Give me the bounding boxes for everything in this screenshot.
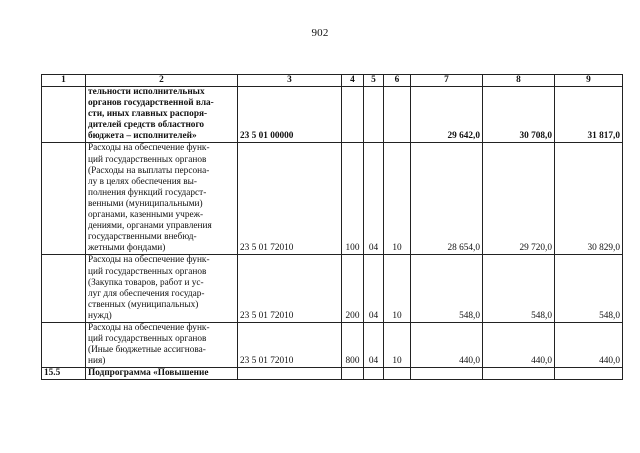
subsection-cell [384, 368, 411, 380]
row-description-cell [86, 143, 238, 255]
amount-col9-cell [555, 368, 623, 380]
row-number-cell: 15.5 [42, 368, 86, 380]
table-row [42, 143, 623, 255]
amount-col9-cell: 548,0 [555, 255, 623, 323]
table-row [42, 322, 623, 367]
amount-col8-cell: 30 708,0 [483, 87, 555, 143]
section-cell: 04 [364, 143, 384, 255]
subsection-cell: 10 [384, 322, 411, 367]
amount-col9-cell: 440,0 [555, 322, 623, 367]
column-header: 8 [483, 75, 555, 87]
description-line: тельности исполнительных [88, 87, 205, 97]
description-line: венными (муниципальными) [88, 198, 203, 209]
table-row [42, 87, 623, 143]
description-line: сти, иных главных распоря- [88, 109, 208, 120]
expense-type-cell [342, 368, 364, 380]
description-line: луг для обеспечения государ- [88, 288, 205, 299]
expense-type-cell [342, 87, 364, 143]
row-description-cell [86, 255, 238, 323]
column-header: 2 [86, 75, 238, 87]
description-line: жетными фондами) [88, 243, 166, 254]
target-code-cell: 23 5 01 72010 [238, 143, 342, 255]
row-description-cell [86, 368, 238, 380]
description-line: дениями, органами управления [88, 221, 212, 232]
subsection-cell [384, 87, 411, 143]
subsection-cell: 10 [384, 255, 411, 323]
description-line: государственными внебюд- [88, 232, 197, 243]
description-line: (Закупка товаров, работ и ус- [88, 277, 204, 288]
column-header: 1 [42, 75, 86, 87]
description-line: ций государственных органов [88, 334, 207, 345]
description-line: органов государственной вла- [88, 98, 214, 109]
column-header: 4 [342, 75, 364, 87]
target-code-cell: 23 5 01 72010 [238, 255, 342, 323]
description-line: органами, казенными учреж- [88, 210, 204, 221]
row-number-cell [42, 255, 86, 323]
amount-col7-cell: 28 654,0 [411, 143, 483, 255]
description-line: ния) [88, 356, 106, 367]
amount-col7-cell [411, 368, 483, 380]
section-cell: 04 [364, 322, 384, 367]
description-line: ций государственных органов [88, 154, 207, 165]
target-code-cell: 23 5 01 00000 [238, 87, 342, 143]
target-code-cell: 23 5 01 72010 [238, 322, 342, 367]
column-header: 9 [555, 75, 623, 87]
description-line: нужд) [88, 310, 112, 321]
amount-col9-cell: 31 817,0 [555, 87, 623, 143]
amount-col8-cell [483, 368, 555, 380]
amount-col7-cell: 548,0 [411, 255, 483, 323]
target-code-cell [238, 368, 342, 380]
page-number: 902 [311, 27, 329, 39]
amount-col7-cell: 29 642,0 [411, 87, 483, 143]
amount-col7-cell: 440,0 [411, 322, 483, 367]
table-header-row [42, 75, 623, 87]
description-line: лу в целях обеспечения вы- [88, 176, 198, 187]
description-line: Расходы на обеспечение функ- [88, 322, 210, 333]
description-line: Расходы на обеспечение функ- [88, 143, 210, 154]
description-line: Подпрограмма «Повышение [88, 368, 209, 379]
section-cell [364, 368, 384, 380]
column-header: 7 [411, 75, 483, 87]
description-line: ций государственных органов [88, 266, 207, 277]
subsection-cell: 10 [384, 143, 411, 255]
expense-type-cell: 800 [342, 322, 364, 367]
row-number-cell [42, 87, 86, 143]
amount-col8-cell: 29 720,0 [483, 143, 555, 255]
description-line: ственных (муниципальных) [88, 299, 199, 310]
description-line: полнения функций государст- [88, 187, 207, 198]
description-line: дителей средств областного [88, 120, 205, 131]
budget-table [41, 74, 623, 380]
column-header: 5 [364, 75, 384, 87]
section-cell: 04 [364, 255, 384, 323]
row-number-cell [42, 143, 86, 255]
description-line: (Расходы на выплаты персона- [88, 165, 210, 176]
table-row [42, 255, 623, 323]
expense-type-cell: 100 [342, 143, 364, 255]
column-header: 6 [384, 75, 411, 87]
description-line: Расходы на обеспечение функ- [88, 255, 210, 266]
column-header: 3 [238, 75, 342, 87]
expense-type-cell: 200 [342, 255, 364, 323]
row-description-cell [86, 87, 238, 143]
section-cell [364, 87, 384, 143]
description-line: бюджета – исполнителей» [88, 131, 197, 142]
amount-col8-cell: 440,0 [483, 322, 555, 367]
row-number-cell [42, 322, 86, 367]
amount-col8-cell: 548,0 [483, 255, 555, 323]
row-description-cell [86, 322, 238, 367]
table-row [42, 368, 623, 380]
amount-col9-cell: 30 829,0 [555, 143, 623, 255]
description-line: (Иные бюджетные ассигнова- [88, 345, 206, 356]
